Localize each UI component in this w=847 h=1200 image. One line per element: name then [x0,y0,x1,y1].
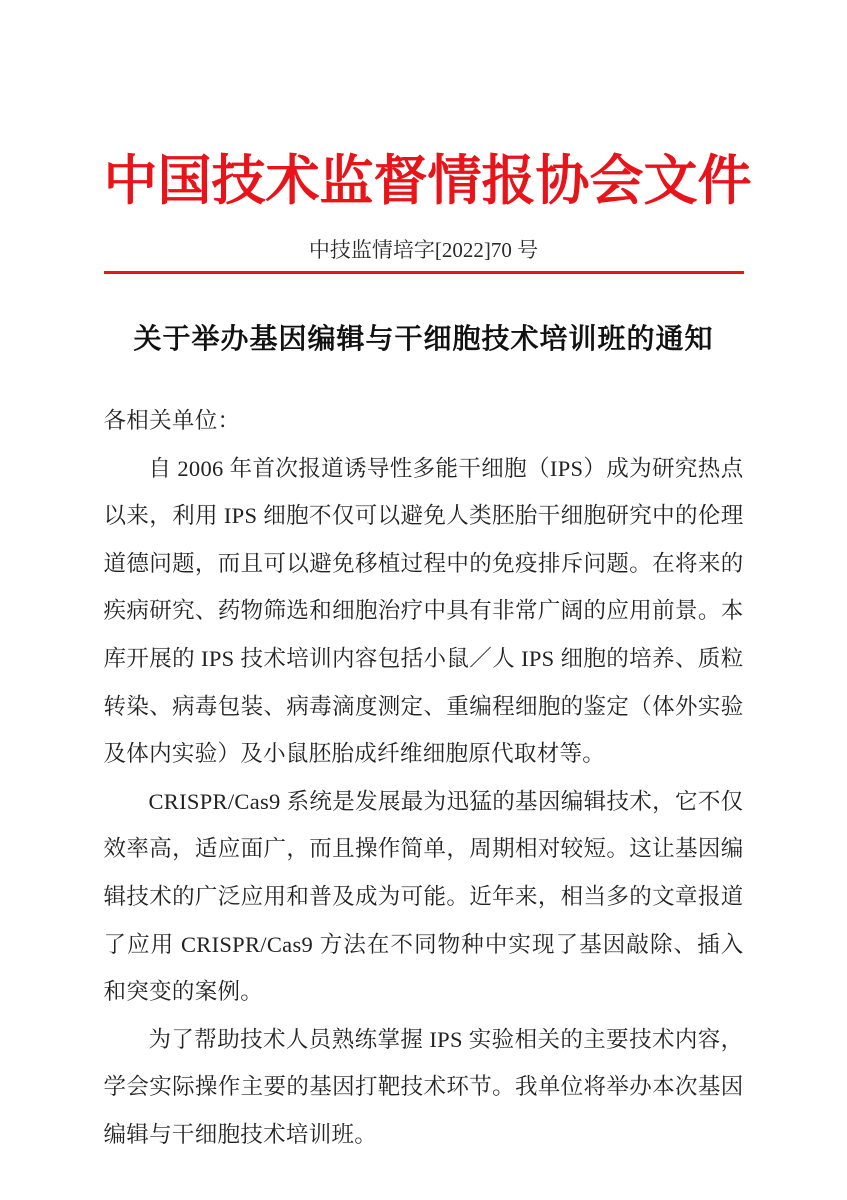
red-header-divider [104,271,744,274]
paragraph-crispr: CRISPR/Cas9 系统是发展最为迅猛的基因编辑技术，它不仅效率高，适应面广，而且操作简单，周期相对较短。这让基因编辑技术的广泛应用和普及成为可能。近年来，相当多的文章报道了应用 CRISPR/Cas9 方法在不同物种中实现了基因敲除、插入和突变的案例。 [103,788,744,1005]
org-title-red-header: 中国技术监督情报协会文件 [103,151,752,211]
notice-title: 关于举办基因编辑与干细胞技术培训班的通知 [133,324,714,355]
paragraph-training-purpose: 为了帮助技术人员熟练掌握 IPS 实验相关的主要技术内容，学会实际操作主要的基因打靶技术环节。我单位将举办本次基因编辑与干细胞技术培训班。 [103,1026,744,1147]
paragraph-ips-intro: 自 2006 年首次报道诱导性多能干细胞（IPS）成为研究热点以来，利用 IPS 细胞不仅可以避免人类胚胎干细胞研究中的伦理道德问题，而且可以避免移植过程中的免疫排斥问题。在将来的疾病研究、药物筛选和细胞治疗中具有非常广阔的应用前景。本库开展的 IPS 技术培训内容包括小鼠／人 IPS 细胞的培养、质粒转染、病毒包装、病毒滴度测定、重编程细胞的鉴定（体外实验及体内实验）及小鼠胚胎成纤维细胞原代取材等。 [103,455,744,767]
notice-body [104,397,744,1159]
doc-reference-number: 中技监情培字[2022]70 号 [308,238,539,262]
document-content [103,0,752,1159]
salutation: 各相关单位： [103,408,241,433]
